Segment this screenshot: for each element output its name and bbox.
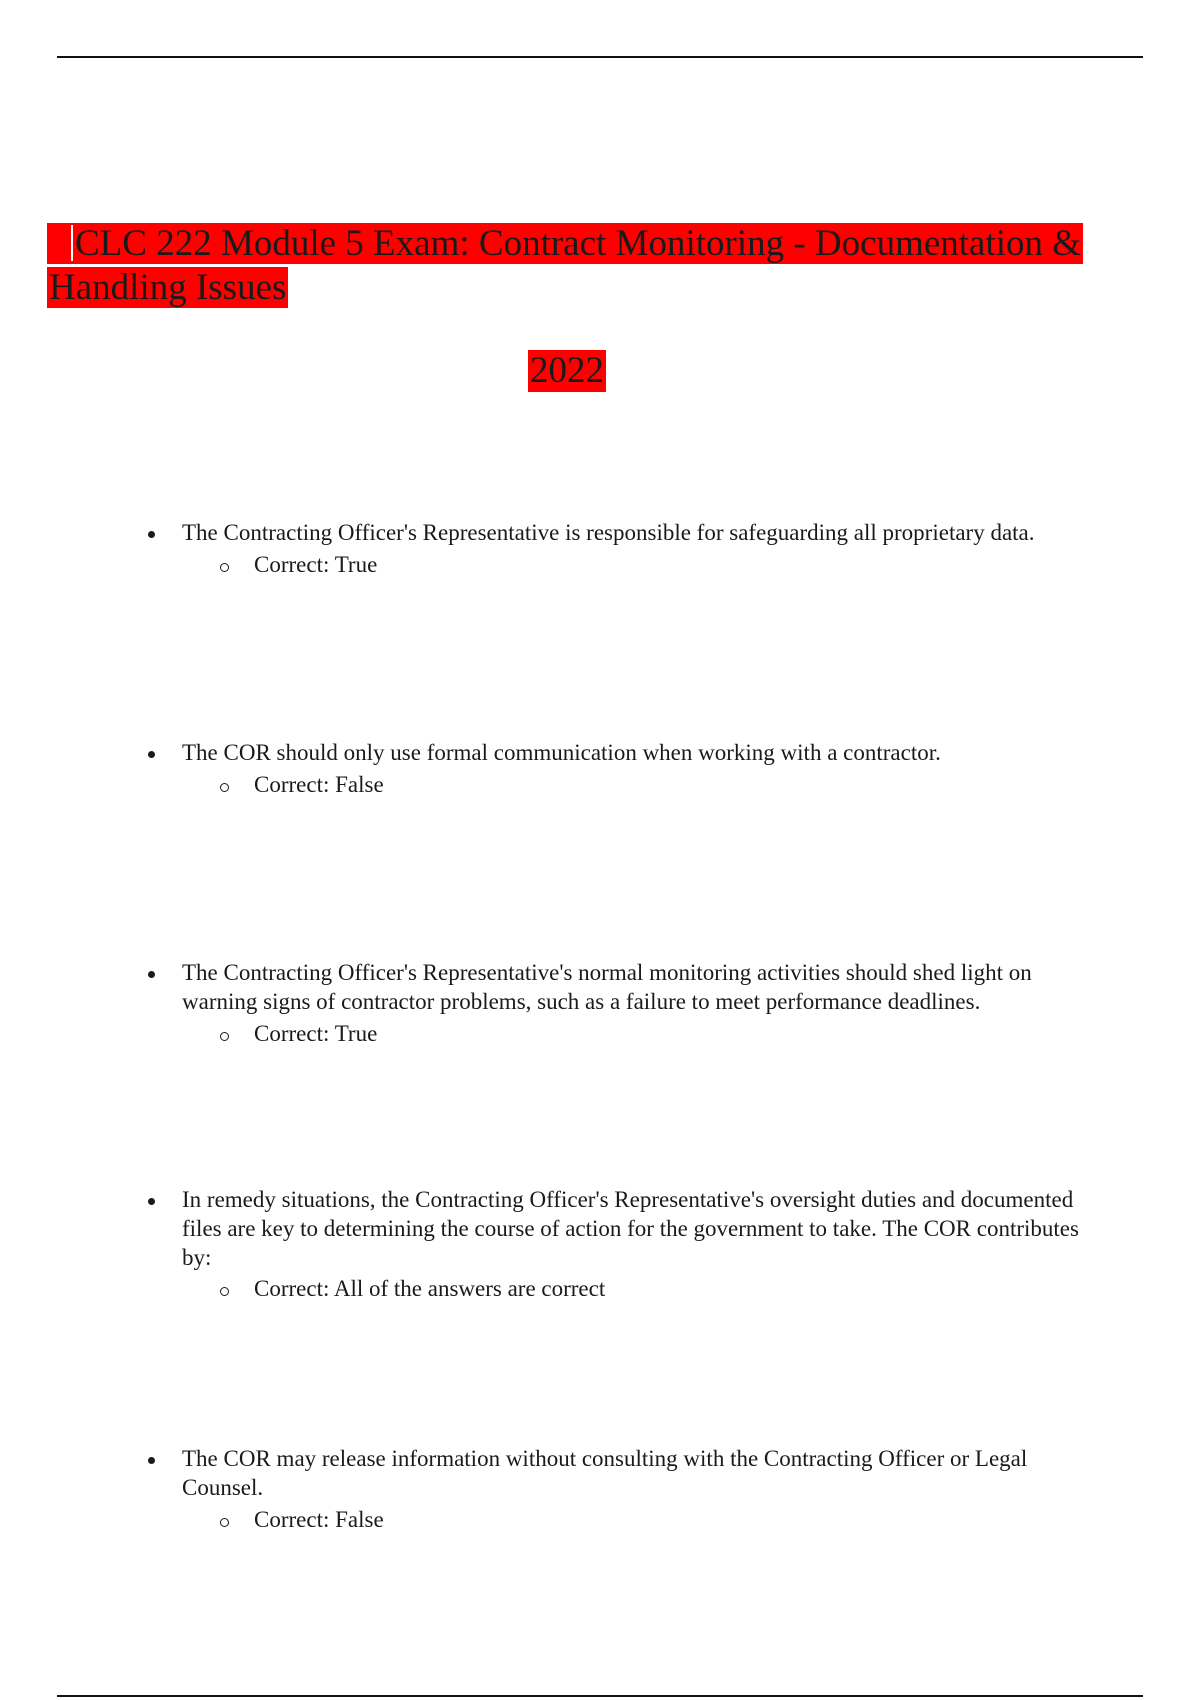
bullet-icon (148, 751, 155, 758)
header-rule (57, 56, 1143, 58)
question-text: The COR should only use formal communication when working with a contractor. (182, 740, 941, 765)
question-text: The Contracting Officer's Representative is responsible for safeguarding all proprietary data. (182, 520, 1035, 545)
text-cursor (71, 225, 73, 261)
circle-bullet-icon (220, 1518, 229, 1527)
answer-text: Correct: False (254, 1507, 384, 1532)
bullet-icon (148, 1457, 155, 1464)
bullet-icon (148, 531, 155, 538)
answer-text: Correct: True (254, 552, 378, 577)
document-title-text: CLC 222 Module 5 Exam: Contract Monitoring - Documentation & Handling Issues (49, 223, 1082, 308)
document-title (47, 222, 1157, 310)
question-text: The COR may release information without consulting with the Contracting Officer or Legal Counsel. (182, 1446, 1028, 1500)
answer-text: Correct: True (254, 1021, 378, 1046)
question-text: In remedy situations, the Contracting Officer's Representative's oversight duties and documented files are key to determining the course of action for the government to take. The COR contributes by: (182, 1187, 1079, 1270)
document-year: 2022 (530, 350, 604, 391)
circle-bullet-icon (220, 1032, 229, 1041)
bullet-icon (148, 1198, 155, 1205)
bullet-icon (148, 971, 155, 978)
circle-bullet-icon (220, 1287, 229, 1296)
answer-text: Correct: False (254, 772, 384, 797)
circle-bullet-icon (220, 783, 229, 792)
question-text: The Contracting Officer's Representative's normal monitoring activities should shed light on warning signs of contractor problems, such as a failure to meet performance deadlines. (182, 960, 1032, 1014)
circle-bullet-icon (220, 563, 229, 572)
answer-text: Correct: All of the answers are correct (254, 1276, 606, 1301)
footer-rule (57, 1695, 1143, 1697)
